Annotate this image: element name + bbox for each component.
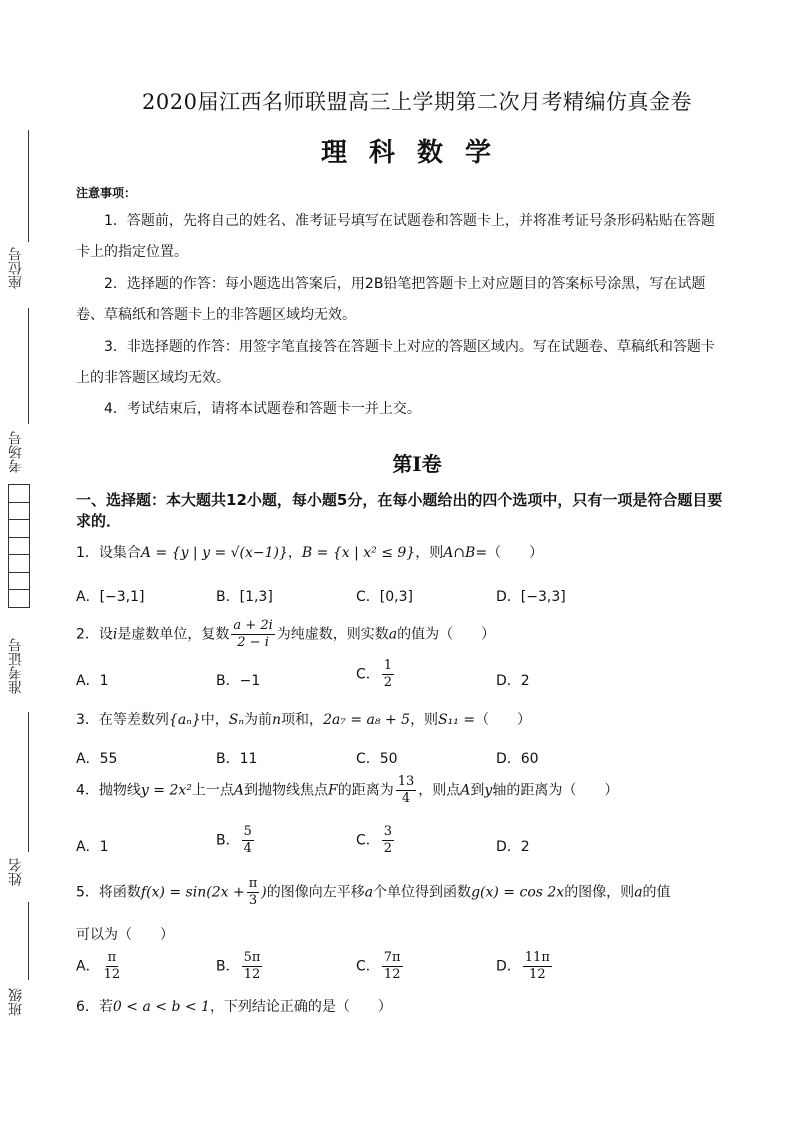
exam-title: 2020届江西名师联盟高三上学期第二次月考精编仿真金卷 — [142, 90, 692, 114]
q1-option-b: B．[1,3] — [216, 589, 273, 605]
question-1: 1．设集合A = {y | y = √(x−1)}，B = {x | x² ≤ 9}，则A∩B=（ ） — [76, 545, 544, 561]
seat-number-label: 座位号 — [8, 247, 24, 289]
binding-line — [28, 902, 29, 980]
question-5-line2: 可以为（ ） — [76, 927, 174, 943]
class-label: 班级 — [8, 988, 24, 1016]
q2-option-b: B．−1 — [216, 673, 261, 689]
q4-option-b: B． $\frac{5}{4}$ — [216, 824, 252, 856]
notice-heading: 注意事项： — [76, 186, 137, 200]
q2-option-a: A．1 — [76, 673, 109, 689]
q4-option-d: D．2 — [496, 839, 530, 855]
exam-room-label: 考场号 — [8, 431, 24, 473]
q4-option-a: A．1 — [76, 839, 109, 855]
q2-option-c: C． $\frac{1}{2}$ — [356, 658, 393, 690]
binding-line — [28, 712, 29, 852]
notice-item: 2．选择题的作答：每小题选出答案后，用2B铅笔把答题卡上对应题目的答案标号涂黑，写在试题卷、草稿纸和答题卡上的非答题区域均无效。 — [76, 276, 706, 323]
q5-option-a: A． $\frac{\pi}{12}$ — [76, 950, 121, 982]
question-3: 3．在等差数列{aₙ}中，Sₙ为前n项和，2a₇ = a₈ + 5，则S₁₁ =（ ） — [76, 712, 532, 728]
id-number-grid — [8, 484, 30, 608]
question-4: 4．抛物线y = 2x²上一点A到抛物线焦点F的距离为 $\frac{13}{4}$ ，则点A到y轴的距离为（ ） — [76, 774, 619, 806]
binding-line — [28, 308, 29, 424]
q3-option-b: B．11 — [216, 751, 258, 767]
fraction: $\frac{a + 2i}{2 - i}$ — [233, 618, 273, 650]
subject-title: 理科数学 — [320, 138, 513, 168]
q3-option-d: D．60 — [496, 751, 539, 767]
name-label: 姓名 — [8, 858, 24, 886]
question-5: 5．将函数f(x) = sin(2x + $\frac{\pi}{3}$ )的图像向左平移a个单位得到函数g(x) = cos 2x的图像，则a的值 — [76, 876, 671, 908]
part-one-instructions: 一、选择题：本大题共12小题，每小题5分，在每小题给出的四个选项中，只有一项是符合题目要求的． — [76, 491, 723, 530]
q4-option-c: C． $\frac{3}{2}$ — [356, 824, 393, 856]
q5-option-d: D． $\frac{11\pi}{12}$ — [496, 950, 550, 982]
q1-option-c: C．[0,3] — [356, 589, 413, 605]
question-6: 6．若0 < a < b < 1，下列结论正确的是（ ） — [76, 999, 392, 1015]
q5-option-b: B． $\frac{5\pi}{12}$ — [216, 950, 261, 982]
q3-option-a: A．55 — [76, 751, 118, 767]
q5-option-c: C． $\frac{7\pi}{12}$ — [356, 950, 401, 982]
section-title: 第Ⅰ卷 — [392, 452, 442, 476]
notice-item: 4．考试结束后，请将本试题卷和答题卡一并上交。 — [104, 401, 421, 417]
notice-item: 3．非选择题的作答：用签字笔直接答在答题卡上对应的答题区域内。写在试题卷、草稿纸和答题卡上的非答题区域均无效。 — [76, 339, 715, 386]
q3-option-c: C．50 — [356, 751, 398, 767]
q1-option-a: A．[−3,1] — [76, 589, 145, 605]
q1-option-d: D．[−3,3] — [496, 589, 566, 605]
question-2: 2．设i是虚数单位，复数 $\frac{a + 2i}{2 - i}$ 为纯虚数，则实数a的值为（ ） — [76, 618, 496, 650]
binding-line — [28, 130, 29, 242]
q2-option-d: D．2 — [496, 673, 530, 689]
admission-number-label: 准考证号 — [8, 638, 24, 694]
notice-item: 1．答题前，先将自己的姓名、准考证号填写在试题卷和答题卡上，并将准考证号条形码粘贴在答题卡上的指定位置。 — [76, 213, 715, 260]
